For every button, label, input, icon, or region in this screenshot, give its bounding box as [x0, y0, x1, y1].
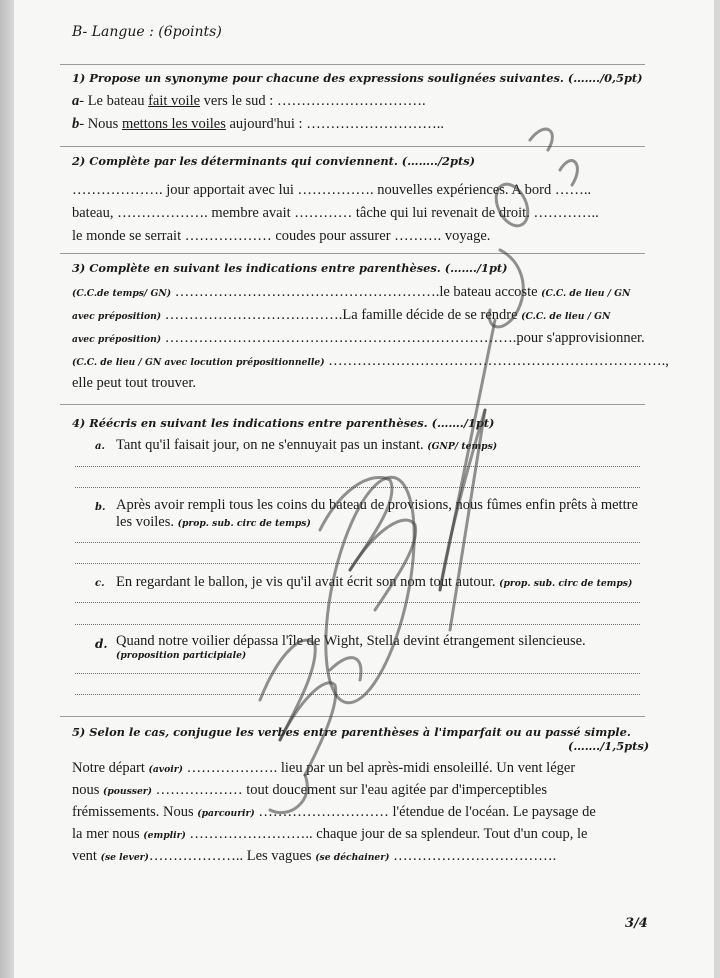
q4-a-sentence — [116, 437, 497, 454]
q2-line-1: ………………. jour apportait avec lui ……………. nouvelles expériences. A bord …….. — [72, 182, 592, 198]
q3-l3-indication: avec préposition) — [72, 334, 162, 345]
q3-line-2 — [72, 307, 610, 324]
answer-line[interactable] — [75, 673, 640, 674]
q3-line-1 — [72, 284, 630, 301]
q5-l5-rest: ……………….. Les vagues — [148, 848, 316, 864]
q4-title: 4) Réécris en suivant les indications entre parenthèses. (……./1pt) — [72, 416, 495, 430]
q5-l3-rest: ……………………… l'étendue de l'océan. Le paysage de — [254, 804, 596, 820]
q1-a-underlined: fait voile — [148, 93, 201, 109]
q5-l1-rest: ………………. lieu par un bel après-midi ensoleillé. Un vent léger — [182, 760, 576, 776]
answer-line[interactable] — [75, 602, 640, 603]
page-edge-shadow — [0, 0, 14, 978]
q5-l1-text: Notre départ — [72, 760, 149, 776]
q1-b-answer: aujourd'hui : ……………………….. — [225, 116, 444, 132]
answer-line[interactable] — [75, 466, 640, 467]
page-number: 3/4 — [625, 916, 648, 931]
q5-l2-verb: (pousser) — [103, 786, 152, 797]
q4-b-text: les voiles. — [116, 514, 174, 530]
q5-line-5 — [72, 848, 556, 865]
q1-b-prefix: - Nous — [79, 116, 122, 132]
q3-l2-indication: avec préposition) — [72, 311, 162, 322]
q4-a-text: Tant qu'il faisait jour, on ne s'ennuyait pas un instant. — [116, 437, 424, 453]
q4-d-indication: (proposition participiale) — [116, 650, 247, 661]
separator — [60, 146, 645, 147]
q3-l1-indication: (C.C.de temps/ GN) — [72, 288, 172, 299]
q4-a-letter: a. — [95, 441, 105, 452]
q1-line-a — [72, 93, 426, 110]
q4-a-indication: (GNP/ temps) — [427, 441, 498, 452]
q3-line-4 — [72, 353, 669, 370]
q1-b-letter: b — [72, 116, 80, 132]
q2-line-3: le monde se serrait ……………… coudes pour assurer ………. voyage. — [72, 228, 491, 244]
q3-l1-text: ……………………………………………….le bateau accoste — [171, 284, 538, 300]
q1-title: 1) Propose un synonyme pour chacune des expressions soulignées suivantes. (……./0,5pt) — [72, 71, 643, 85]
q4-d-sentence: Quand notre voilier dépassa l'île de Wight, Stella devint étrangement silencieuse. — [116, 633, 586, 649]
answer-line[interactable] — [75, 542, 640, 543]
q4-c-letter: c. — [95, 578, 105, 589]
q3-l4-text: ……………………………………………………………., — [324, 353, 669, 369]
answer-line[interactable] — [75, 694, 640, 695]
q5-line-4 — [72, 826, 587, 843]
answer-line[interactable] — [75, 624, 640, 625]
answer-line[interactable] — [75, 563, 640, 564]
q4-d-letter: d. — [95, 637, 108, 651]
q4-b-sentence-2 — [116, 514, 311, 531]
q5-title: 5) Selon le cas, conjugue les verbes entre parenthèses à l'imparfait ou au passé simple. — [72, 725, 631, 739]
answer-line[interactable] — [75, 487, 640, 488]
separator — [60, 716, 645, 717]
separator — [60, 404, 645, 405]
q4-b-sentence-1: Après avoir rempli tous les coins du bateau de provisions, nous fûmes enfin prêts à mettre — [116, 497, 638, 513]
q4-c-indication: (prop. sub. circ de temps) — [499, 578, 633, 589]
q3-l4-indication: (C.C. de lieu / GN avec locution prépositionnelle) — [72, 357, 325, 368]
q4-b-letter: b. — [95, 502, 106, 513]
q5-l3-verb: (parcourir) — [197, 808, 255, 819]
q4-c-sentence — [116, 574, 632, 591]
q5-line-1 — [72, 760, 575, 777]
separator — [60, 64, 645, 65]
q1-a-prefix: - Le bateau — [79, 93, 149, 109]
q5-l5-answer: ……………………………. — [389, 848, 557, 864]
q5-line-3 — [72, 804, 596, 821]
q5-l2-rest: ……………… tout doucement sur l'eau agitée par d'imperceptibles — [152, 782, 548, 798]
q2-title: 2) Complète par les déterminants qui conviennent. (……../2pts) — [72, 154, 476, 168]
q5-l2-text: nous — [72, 782, 104, 798]
q5-l5-text: vent — [72, 848, 101, 864]
q2-line-2: bateau, ………………. membre avait ………… tâche qui lui revenait de droit. ………….. — [72, 205, 599, 221]
section-title: B- Langue : (6points) — [72, 24, 222, 40]
q1-a-answer: vers le sud : …………………………. — [200, 93, 426, 109]
q5-l5-verb-2: (se déchainer) — [315, 852, 390, 863]
q1-a-letter: a — [72, 93, 80, 109]
q3-l2-indication-2: (C.C. de lieu / GN — [521, 311, 611, 322]
q1-line-b — [72, 116, 444, 133]
q5-l5-verb: (se lever) — [100, 852, 149, 863]
q1-b-underlined: mettons les voiles — [121, 116, 226, 132]
q4-b-indication: (prop. sub. circ de temps) — [177, 518, 311, 529]
q5-l1-verb: (avoir) — [148, 764, 183, 775]
q5-l4-text: la mer nous — [72, 826, 144, 842]
q4-c-text: En regardant le ballon, je vis qu'il avait écrit son nom tout autour. — [116, 574, 496, 590]
separator — [60, 253, 645, 254]
q3-title: 3) Complète en suivant les indications entre parenthèses. (……./1pt) — [72, 261, 508, 275]
q3-l2-text: ……………………………….La famille décide de se rendre — [161, 307, 518, 323]
q5-points: (……./1,5pts) — [568, 739, 650, 753]
q5-line-2 — [72, 782, 547, 799]
q3-line-5: elle peut tout trouver. — [72, 375, 197, 391]
q3-l3-text: ……………………………………………………………….pour s'approvisionner. — [161, 330, 645, 346]
q3-l1-indication-2: (C.C. de lieu / GN — [541, 288, 631, 299]
q5-l3-text: frémissements. Nous — [72, 804, 198, 820]
q5-l4-verb: (emplir) — [143, 830, 186, 841]
q5-l4-rest: …………………….. chaque jour de sa splendeur. Tout d'un coup, le — [185, 826, 588, 842]
q3-line-3 — [72, 330, 645, 347]
